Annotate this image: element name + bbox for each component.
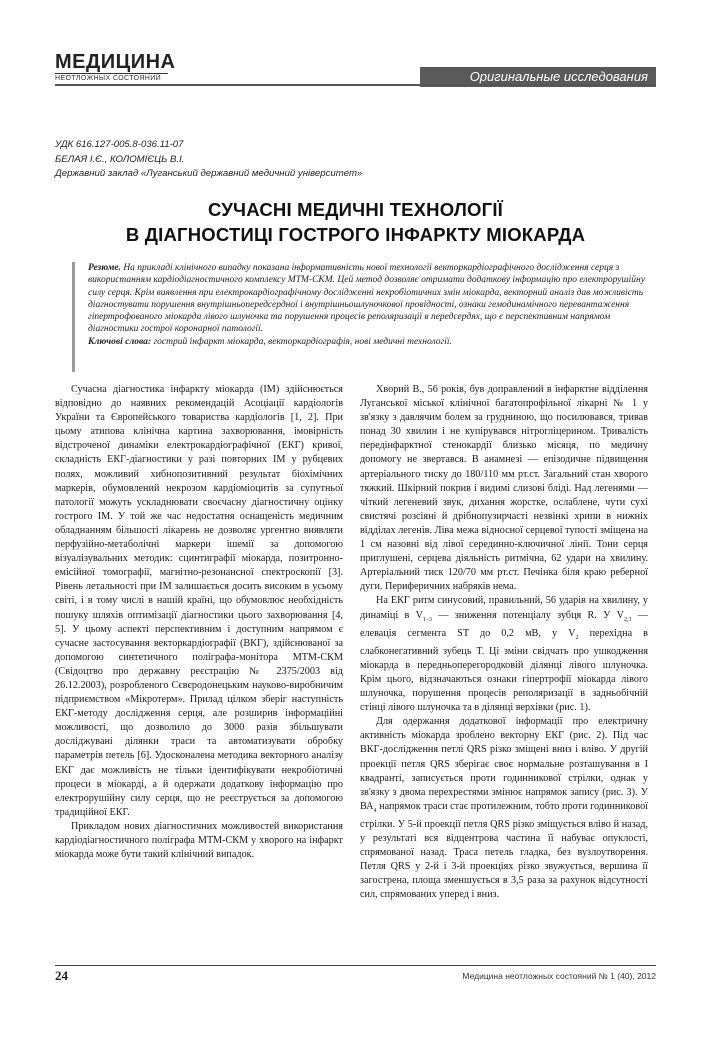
article-title-line-2: В ДІАГНОСТИЦІ ГОСТРОГО ІНФАРКТУ МІОКАРДА bbox=[125, 224, 586, 245]
abstract-accent-bar bbox=[72, 262, 75, 372]
paragraph: Для одержання додаткової інформації про електричну активність міокарда зроблено векторну ЕКГ (рис. 2). Під час ВКГ-дослідження петлі QRS різко зміщені вниз і вліво. У другій проекції петля QRS зберігає своє нормальне розташування в I квадранті, записується проти годинникової стрілки, однак у зв'язку з двома перехрестями змінює напрямок запису (рис. 3). У $ВА_4$ напрямок траси стає протилежним, тобто проти годинникової стрілки. У 5-й проекції петля QRS різко зміщується вліво й назад, у результаті вся відцентрова частина її набуває опуклості, спрямованої назад. Траса петель гладка, без вузлоутворення. Петля QRS у 2-й і 3-й проекціях різко звужується, вершина її загострена, площа зменшується в 3,5 раза за рахунок відсутності сил, спрямованих уперед і вниз. bbox=[360, 716, 648, 901]
paragraph: На ЕКГ ритм синусовий, правильний, 56 ударів на хвилину, у динаміці в $V_{1-3}$ — зниження потенціалу зубця R. У $V_{2,3}$ — елевація сегмента ST до 0,2 мВ, у $V_2$ перехідна в слабконегативний зубець T. Ці зміни свідчать про ушкодження міокарда в передньоперегородковій ділянці лівого шлуночка. Крім цього, відзначаються ознаки гіпертрофії міокарда лівого шлуночка, порушення процесів реполяризації в задньобічній стінці лівого шлуночка та в ділянці верхівки (рис. 1). bbox=[360, 595, 648, 714]
article-title-line-1: СУЧАСНІ МЕДИЧНІ ТЕХНОЛОГІЇ bbox=[208, 199, 503, 220]
section-label: Оригинальные исследования bbox=[420, 67, 656, 87]
header-divider bbox=[55, 84, 656, 86]
abstract bbox=[88, 262, 648, 348]
logo-divider bbox=[55, 73, 168, 74]
abstract-label: Резюме. bbox=[88, 263, 121, 273]
affiliation: Державний заклад «Луганський державний медичний університет» bbox=[55, 168, 363, 179]
journal-logo-subtitle: НЕОТЛОЖНЫХ СОСТОЯНИЙ bbox=[55, 75, 162, 82]
authors: БЕЛАЯ І.Є., КОЛОМІЄЦЬ В.І. bbox=[55, 154, 185, 165]
journal-logo-title: МЕДИЦИНА bbox=[55, 51, 176, 73]
page-number: 24 bbox=[55, 968, 68, 983]
footer-journal-issue: Медицина неотложных состояний № 1 (40), 2012 bbox=[462, 971, 656, 981]
body-column-left bbox=[55, 383, 343, 862]
footer-divider bbox=[55, 965, 656, 966]
body-column-right bbox=[360, 383, 648, 902]
keywords-label: Ключові слова: bbox=[88, 336, 152, 347]
paragraph: Хворий В., 56 років, був доправлений в інфарктне відділення Луганської міської клінічної багатопрофільної лікарні № 1 у зв'язку з давлячим болем за грудниною, що посилювався, тривав понад 30 хвилин і не купірувався нітрогліцерином. Тривалість передінфарктної стенокардії близько місяця, по медичну допомогу не звертався. В анамнезі — епізодичне підвищення артеріального тиску до 180/110 мм рт.ст. Загальний стан хворого тяжкий. Шкірний покрив і видимі слизові блідi. Над легенями — чіткий легеневий звук, дихання жорстке, ослаблене, чути сухі свистячі розсіяні й дрібнопузирчасті незвінкі хрипи в нижніх відділах легенів. Ліва межа відносної серцевої тупості зміщена на 1 см назовні від лівої серединно-ключичної лінії. Тони серця приглушені, серцева діяльність ритмічна, 62 удари на хвилину. Артеріальний тиск 120/70 мм рт.ст. Печінка біля краю реберної дуги. Периферичних набряків нема. bbox=[360, 384, 648, 593]
paragraph: Прикладом нових діагностичних можливостей використання кардіодіагностичного поліграфа МТМ-СКМ у хворого на інфаркт міокарда може бути такий клінічний випадок. bbox=[55, 820, 343, 861]
abstract-text: На прикладі клінічного випадку показана інформативність нової технології векторкардіографічного дослідження серця з використанням кардіодіагностичного комплексу МТМ-СКМ. Цей метод дозволяє отримати додаткову інформацію про електрорушійну силу серця. Крім виявлення при електрокардіографічному дослідженні некробіотичних змін міокарда, векторний аналіз дав можливість діагностувати порушення внутрішньопередсердної і внутрішньошлуночкової провідності, ознаки гемодинамічного перевантаження гіпертрофованого міокарда лівого шлуночка та порушення процесів реполяризації в передсердях, що є перспективним напрямом діагностики гострої коронарної патології. bbox=[88, 263, 645, 335]
paragraph: Сучасна діагностика інфаркту міокарда (ІМ) здійснюється відповідно до наявних рекомендацій Асоціації кардіологів України та Європейського товариства кардіологів [1, 2]. При цьому атипова клінічна картина захворювання, імовірність відстроченої динаміки електрокардіографічної (ЕКГ) кривої, складність ЕКГ-діагностики у разі повторних ІМ у рубцевих полях, можливий хибнопозитивний результат біохімічних маркерів, обумовлений некрозом кардіоміоцитів за супутньої патології можуть ускладнювати своєчасну діагностичну оцінку гострого ІМ. У той же час недостатня оснащеність медичним обладнанням більшості лікарень не дозволяє ургентно виявляти перфузійно-метаболічні маркери ішемії за допомогою візуалізувальних методик: сцинтиграфії міокарда, позитронно-емісійної томографії, магнітно-резонансної спектроскопії [3]. Рівень летальності при ІМ залишається досить високим в усьому світі, і в тому числі в нашій країні, що обумовлює необхідність пошуку шляхів оптимізації діагностики цього захворювання [4, 5]. У цьому аспекті перспективним і доступним напрямом є сучасне застосування векторкардіографії (ВКГ), здійснюваної за допомогою синтетичного поліграфа-монітора МТМ-СКМ (Свідоцтво про державну реєстрацію № 2375/2003 від 26.12.2003), розробленого Сєвєродонецьким науково-виробничим підприємством «Мікротерм». Прилад цілком зберіг наступність ЕКГ-методу дослідження серця, але розширив інформаційні можливості, що дозволило до 3000 разів збільшувати досліджувані ділянки траси та автоматизувати обробку параметрів петель [6]. Удосконалена методика векторного аналізу ЕКГ дає можливість не тільки ідентифікувати некробіотичні процеси в міокарді, а й одержати додаткову інформацію про електрорушійну силу серця, що не реєструється за допомогою традиційної ЕКГ. bbox=[55, 384, 343, 818]
udc-code: УДК 616.127-005.8-036.11-07 bbox=[55, 139, 184, 150]
keywords-text: гострий інфаркт міокарда, векторкардіографія, нові медичні технології. bbox=[153, 336, 452, 347]
